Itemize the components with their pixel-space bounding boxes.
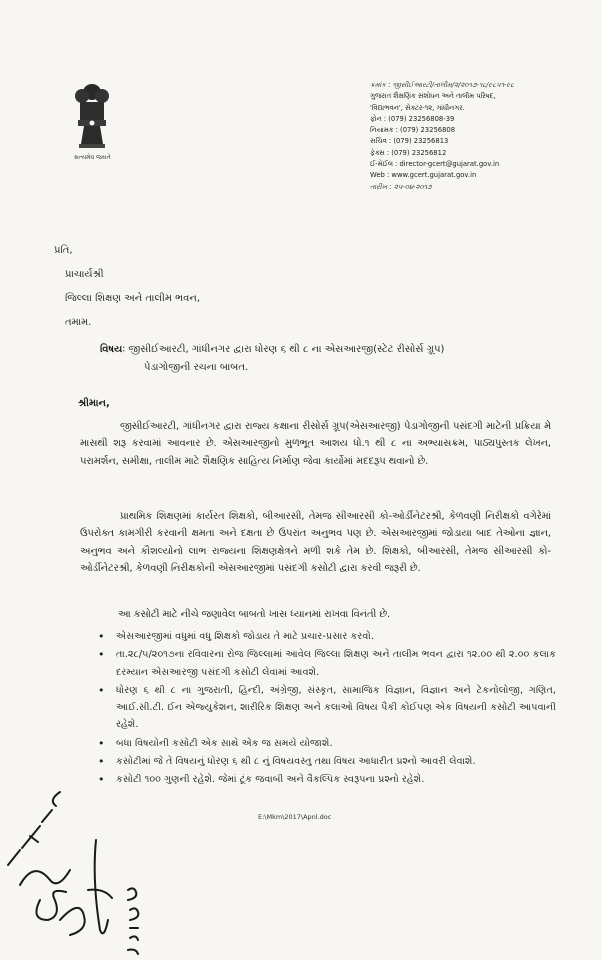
website: Web : www.gcert.gujarat.gov.in (370, 171, 477, 180)
paragraph-1-text: જીસીઈઆરટી, ગાંધીનગર દ્વારા રાજ્ય કક્ષાના રીસોર્સ ગ્રૂપ(એસઆરજી) પેડાગોજીની પસંદગી માટેની પ્રક્રિયા મે માસથી શરૂ કરવામાં આવનાર છે. એસઆરજીનો મુળભૂત આશય ધો.૧ થી ૮ ના અભ્યાસક્રમ, પાઠ્યપુસ્તક લેખન, પરામર્શન, સમીક્ષા, તાલીમ માટે શૈક્ષણિક સાહિત્ય નિર્માણ જેવા કાર્યોમાં મદદરૂપ થવાનો છે. (80, 421, 551, 467)
organization-name: ગુજરાત શૈક્ષણિક સંશોધન અને તાલીમ પરિષદ, (370, 92, 496, 101)
list-item: • કસોટીમાં જે તે વિષયનું ધોરણ ૬ થી ૮ નું વિષયવસ્તુ તથા વિષય આધારીત પ્રશ્નો આવરી લેવાશે. (98, 753, 556, 770)
secretary-phone: સચિવ : (079) 23256813 (370, 137, 449, 146)
salutation: શ્રીમાન, (78, 398, 110, 409)
handwritten-signature-icon (0, 770, 200, 960)
list-item: • એસઆરજીમાં વધુમાં વધુ શિક્ષકો જોડાય તે માટે પ્રચાર-પ્રસાર કરવો. (98, 628, 556, 645)
instruction-list (98, 628, 556, 790)
phone: ફોન : (079) 23256808-39 (370, 114, 455, 123)
list-item: • બધા વિષયોની કસોટી એક સાથે એક જ સમયે યોજાશે. (98, 735, 556, 752)
list-item: • કસોટી ૧૦૦ ગુણની રહેશે. જેમાં ટૂંક જવાબી અને વૈકલ્પિક સ્વરૂપના પ્રશ્નો રહેશે. (98, 771, 556, 788)
subject-label: વિષયઃ (100, 344, 126, 355)
list-item: • તા.૨૮/૫/૨૦૧૭ના રવિવારના રોજ જિલ્લામાં આવેલ જિલ્લા શિક્ષણ અને તાલીમ ભવન દ્વારા ૧૨.૦૦ થી ૨.૦૦ કલાક દરમ્યાન એસઆરજી પસંદગી કસોટી લેવામાં આવશે. (98, 646, 556, 681)
paragraph-2-text: પ્રાથમિક શિક્ષણમાં કાર્યરત શિક્ષકો, બીઆરસી, તેમજ સીઆરસી કો-ઓર્ડીનેટરશ્રી, કેળવણી નિરીક્ષકો વગેરેમાં ઉપરોક્ત કામગીરી કરવાની ક્ષમતા અને દક્ષતા છે ઉપરાંત અનુભવ પણ છે. એસઆરજીમાં જોડાયા બાદ તેઓના જ્ઞાન, અનુભવ અને કૌશલ્યોનો લાભ રાજ્યના શિક્ષણક્ષેત્રને મળી શકે તેમ છે. શિક્ષકો, બીઆરસી, તેમજ સીઆરસી કો-ઓર્ડીનેટરશ્રી, કેળવણી નિરીક્ષકોની એસઆરજીમાં પસંદગી કસોટી દ્વારા કરવી જરૂરી છે. (80, 511, 551, 574)
paragraph-1 (80, 418, 551, 470)
subject-line-2: પેડાગોજીની રચના બાબત. (144, 362, 249, 373)
recipient-prati: પ્રતિ, (54, 245, 73, 256)
letter-header (370, 80, 598, 193)
email: ઈ-મેઈલ : director-gcert@gujarat.gov.in (370, 160, 500, 169)
organization-address: 'વિદ્યાભવન', સેક્ટર-૧૨, ગાંધીનગર. (370, 103, 465, 112)
subject-block (100, 341, 550, 377)
paragraph-2 (80, 508, 551, 577)
recipient-line-2: જિલ્લા શિક્ષણ અને તાલીમ ભવન, (65, 293, 201, 304)
file-reference: E:\Mkm\2017\Apnl.doc (258, 813, 332, 821)
ashoka-emblem-icon (70, 82, 114, 160)
recipient-line-1: પ્રાચાર્યશ્રી (65, 269, 104, 280)
director-phone: નિયામક : (079) 23256808 (370, 126, 456, 135)
recipient-line-3: તમામ. (65, 317, 92, 328)
letter-date: તારીખ : ૨૫-૦૪-૨૦૧૭ (370, 182, 432, 191)
emblem-caption: સત્યમેવ જયતે (74, 154, 111, 161)
fax: ફેક્સ : (079) 23256812 (370, 148, 447, 157)
subject-line-1: જીસીઈઆરટી, ગાંધીનગર દ્વારા ધોરણ ૬ થી ૮ ના એસઆરજી(સ્ટેટ રીસોર્સ ગ્રૂપ) (128, 344, 445, 355)
recipient-block (54, 239, 200, 335)
note-intro: આ કસોટી માટે નીચે જણાવેલ બાબતો ખાસ ધ્યાનમાં રાખવા વિનંતી છે. (118, 609, 391, 620)
list-item: • ધોરણ ૬ થી ૮ ના ગુજરાતી, હિન્દી, અંગ્રેજી, સંસ્કૃત, સામાજિક વિજ્ઞાન, વિજ્ઞાન અને ટેકનોલોજી, ગણિત, આઈ.સી.ટી. ઈન એજ્યુકેશન, શારીરિક શિક્ષણ અને કલાઓ વિષય પૈકી કોઈપણ એક વિષયની કસોટી આપવાની રહેશે. (98, 682, 556, 734)
reference-number: ક્રમાંક : જીસીઈઆરટી/તાલીમ/૨/૨૦૧૭-૧૮/૯૮૫૧-૯૮ (370, 81, 515, 89)
